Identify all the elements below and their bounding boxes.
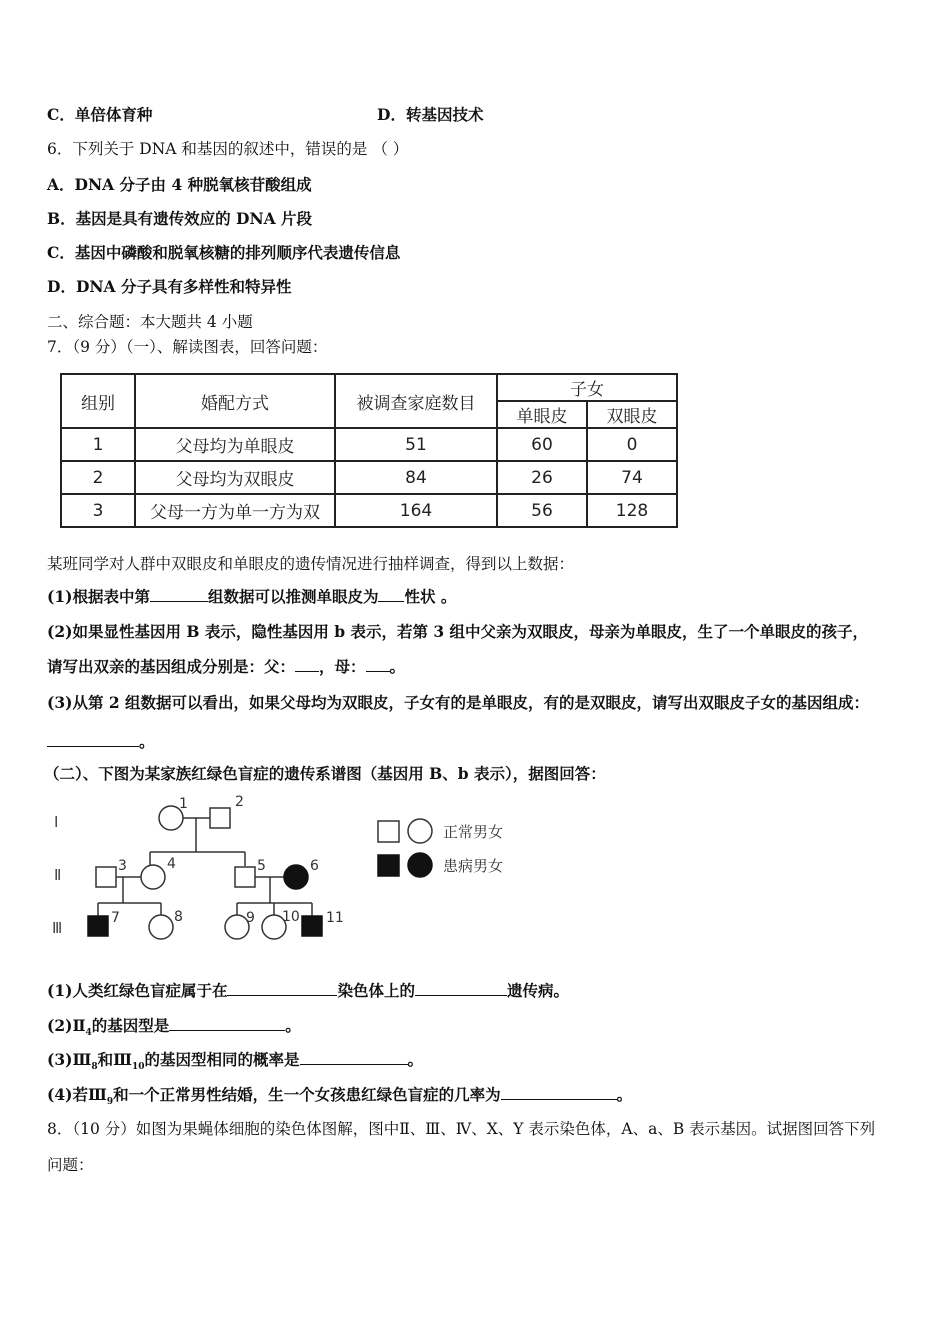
- cell: 2: [61, 461, 135, 494]
- header-single-eyelid: 单眼皮: [497, 401, 587, 428]
- individual-7: [88, 916, 108, 936]
- q7-intro: 某班同学对人群中双眼皮和单眼皮的遗传情况进行抽样调查，得到以上数据：: [47, 555, 575, 573]
- individual-6: [284, 865, 308, 889]
- cell: 84: [335, 461, 497, 494]
- legend-affected-label: 患病男女: [443, 857, 504, 875]
- individual-2: [210, 808, 230, 828]
- answer-blank[interactable]: [366, 657, 390, 672]
- text: 遗传病。: [506, 981, 569, 1000]
- header-double-eyelid: 双眼皮: [587, 401, 677, 428]
- table-row: [61, 494, 677, 527]
- individual-number: 9: [246, 910, 255, 926]
- table-row: [61, 461, 677, 494]
- text: (2)Ⅱ: [47, 1016, 86, 1035]
- individual-number: 2: [235, 794, 244, 810]
- header-group: 组别: [61, 374, 135, 428]
- text: 。: [616, 1085, 633, 1104]
- answer-blank[interactable]: [300, 1050, 408, 1065]
- cell: 父母一方为单一方为双: [135, 494, 335, 527]
- q7-part2-sub1: [47, 979, 569, 1001]
- pedigree-legend: [372, 815, 442, 885]
- text: 的基因型相同的概率是: [144, 1050, 300, 1069]
- cell: 1: [61, 428, 135, 461]
- individual-8: [149, 915, 173, 939]
- individual-number: 5: [257, 858, 266, 874]
- answer-blank[interactable]: [227, 981, 337, 996]
- answer-blank[interactable]: [378, 587, 404, 602]
- q5-option-d: D．转基因技术: [377, 105, 484, 124]
- individual-5: [235, 867, 255, 887]
- section-heading: 二、综合题：本大题共 4 小题: [47, 313, 253, 331]
- answer-blank[interactable]: [150, 587, 208, 602]
- q7-sub2-father-label: 请写出双亲的基因组成分别是：父：: [47, 657, 296, 676]
- cell: 父母均为双眼皮: [135, 461, 335, 494]
- q7-part2-sub3: [47, 1048, 423, 1072]
- q7-sub1-text-c: 性状 。: [404, 587, 457, 606]
- answer-blank[interactable]: [169, 1016, 285, 1031]
- cell: 74: [587, 461, 677, 494]
- header-families: 被调查家庭数目: [335, 374, 497, 428]
- table-row: [61, 428, 677, 461]
- generation-label: Ⅲ: [52, 919, 63, 937]
- q7-sub1-text-a: (1)根据表中第: [47, 587, 150, 606]
- individual-number: 10: [282, 909, 300, 925]
- text: 的基因型是: [91, 1016, 170, 1035]
- q6-stem: 6．下列关于 DNA 和基因的叙述中，错误的是 （ ）: [47, 140, 409, 158]
- subscript: 8: [91, 1062, 98, 1073]
- q7-sub1: [47, 585, 456, 607]
- individual-11: [302, 916, 322, 936]
- cell: 0: [587, 428, 677, 461]
- text: (4)若Ⅲ: [47, 1085, 107, 1104]
- q7-sub1-text-b: 组数据可以推测单眼皮为: [207, 587, 379, 606]
- cell: 56: [497, 494, 587, 527]
- q7-sub2-line1: (2)如果显性基因用 B 表示，隐性基因用 b 表示，若第 3 组中父亲为双眼皮，母亲为单眼皮，生了一个单眼皮的孩子，: [47, 622, 869, 641]
- cell: 128: [587, 494, 677, 527]
- individual-number: 1: [179, 796, 188, 812]
- individual-3: [96, 867, 116, 887]
- q5-option-c: C．单倍体育种: [47, 105, 153, 124]
- q7-part2-sub4: [47, 1083, 632, 1107]
- individual-number: 11: [326, 910, 344, 926]
- individual-number: 6: [310, 858, 319, 874]
- legend-normal-label: 正常男女: [443, 823, 504, 841]
- cell: 26: [497, 461, 587, 494]
- eyelid-survey-table: [60, 373, 678, 528]
- q7-sub2-mother-label: ，母：: [319, 657, 366, 676]
- q7-sub2-line2: [47, 655, 405, 677]
- individual-number: 8: [174, 909, 183, 925]
- individual-number: 7: [111, 910, 120, 926]
- cell: 60: [497, 428, 587, 461]
- generation-label: Ⅰ: [54, 813, 59, 831]
- q7-stem: 7．（9 分）（一）、解读图表，回答问题：: [47, 338, 328, 356]
- individual-number: 4: [167, 856, 176, 872]
- q7-sub3-end: 。: [139, 732, 155, 751]
- header-children: 子女: [497, 374, 677, 401]
- q7-part2-intro: （二）、下图为某家族红绿色盲症的遗传系谱图（基因用 B、b 表示），据图回答：: [44, 764, 606, 783]
- header-marriage: 婚配方式: [135, 374, 335, 428]
- subscript: 4: [85, 1028, 92, 1039]
- q6-option-a: A．DNA 分子由 4 种脱氧核苷酸组成: [47, 175, 312, 194]
- cell: 父母均为单眼皮: [135, 428, 335, 461]
- text: 染色体上的: [337, 981, 415, 1000]
- q6-option-c: C．基因中磷酸和脱氧核糖的排列顺序代表遗传信息: [47, 243, 401, 262]
- answer-blank[interactable]: [47, 732, 139, 747]
- answer-blank[interactable]: [295, 657, 319, 672]
- subscript: 10: [131, 1062, 145, 1073]
- q7-sub2-end: 。: [389, 657, 406, 676]
- cell: 51: [335, 428, 497, 461]
- text: 。: [285, 1016, 301, 1035]
- q6-option-d: D．DNA 分子具有多样性和特异性: [47, 277, 292, 296]
- subscript: 9: [106, 1097, 114, 1108]
- answer-blank[interactable]: [501, 1085, 617, 1100]
- q8-stem: 8．（10 分）如图为果蝇体细胞的染色体图解，图中Ⅱ、Ⅲ、Ⅳ、X、Y 表示染色体，A、a、B 表示基因。试据图回答下列: [47, 1120, 876, 1138]
- q8-stem-cont: 问题：: [47, 1156, 94, 1174]
- cell: 3: [61, 494, 135, 527]
- individual-4: [141, 865, 165, 889]
- answer-blank[interactable]: [415, 981, 507, 996]
- generation-label: Ⅱ: [54, 866, 62, 884]
- text: 。: [407, 1050, 424, 1069]
- text: (3)Ⅲ: [47, 1050, 92, 1069]
- text: (1)人类红绿色盲症属于在: [47, 981, 228, 1000]
- q6-option-b: B．基因是具有遗传效应的 DNA 片段: [47, 209, 313, 228]
- individual-number: 3: [118, 858, 127, 874]
- pedigree-chart: [40, 790, 360, 950]
- cell: 164: [335, 494, 497, 527]
- q7-part2-sub2: [47, 1014, 301, 1038]
- q7-sub3-answer: [47, 730, 155, 752]
- q7-sub3: (3)从第 2 组数据可以看出，如果父母均为双眼皮，子女有的是单眼皮，有的是双眼皮，请写出双眼皮子女的基因组成：: [47, 693, 870, 712]
- text: 和一个正常男性结婚，生一个女孩患红绿色盲症的几率为: [113, 1085, 501, 1104]
- text: 和Ⅲ: [97, 1050, 132, 1069]
